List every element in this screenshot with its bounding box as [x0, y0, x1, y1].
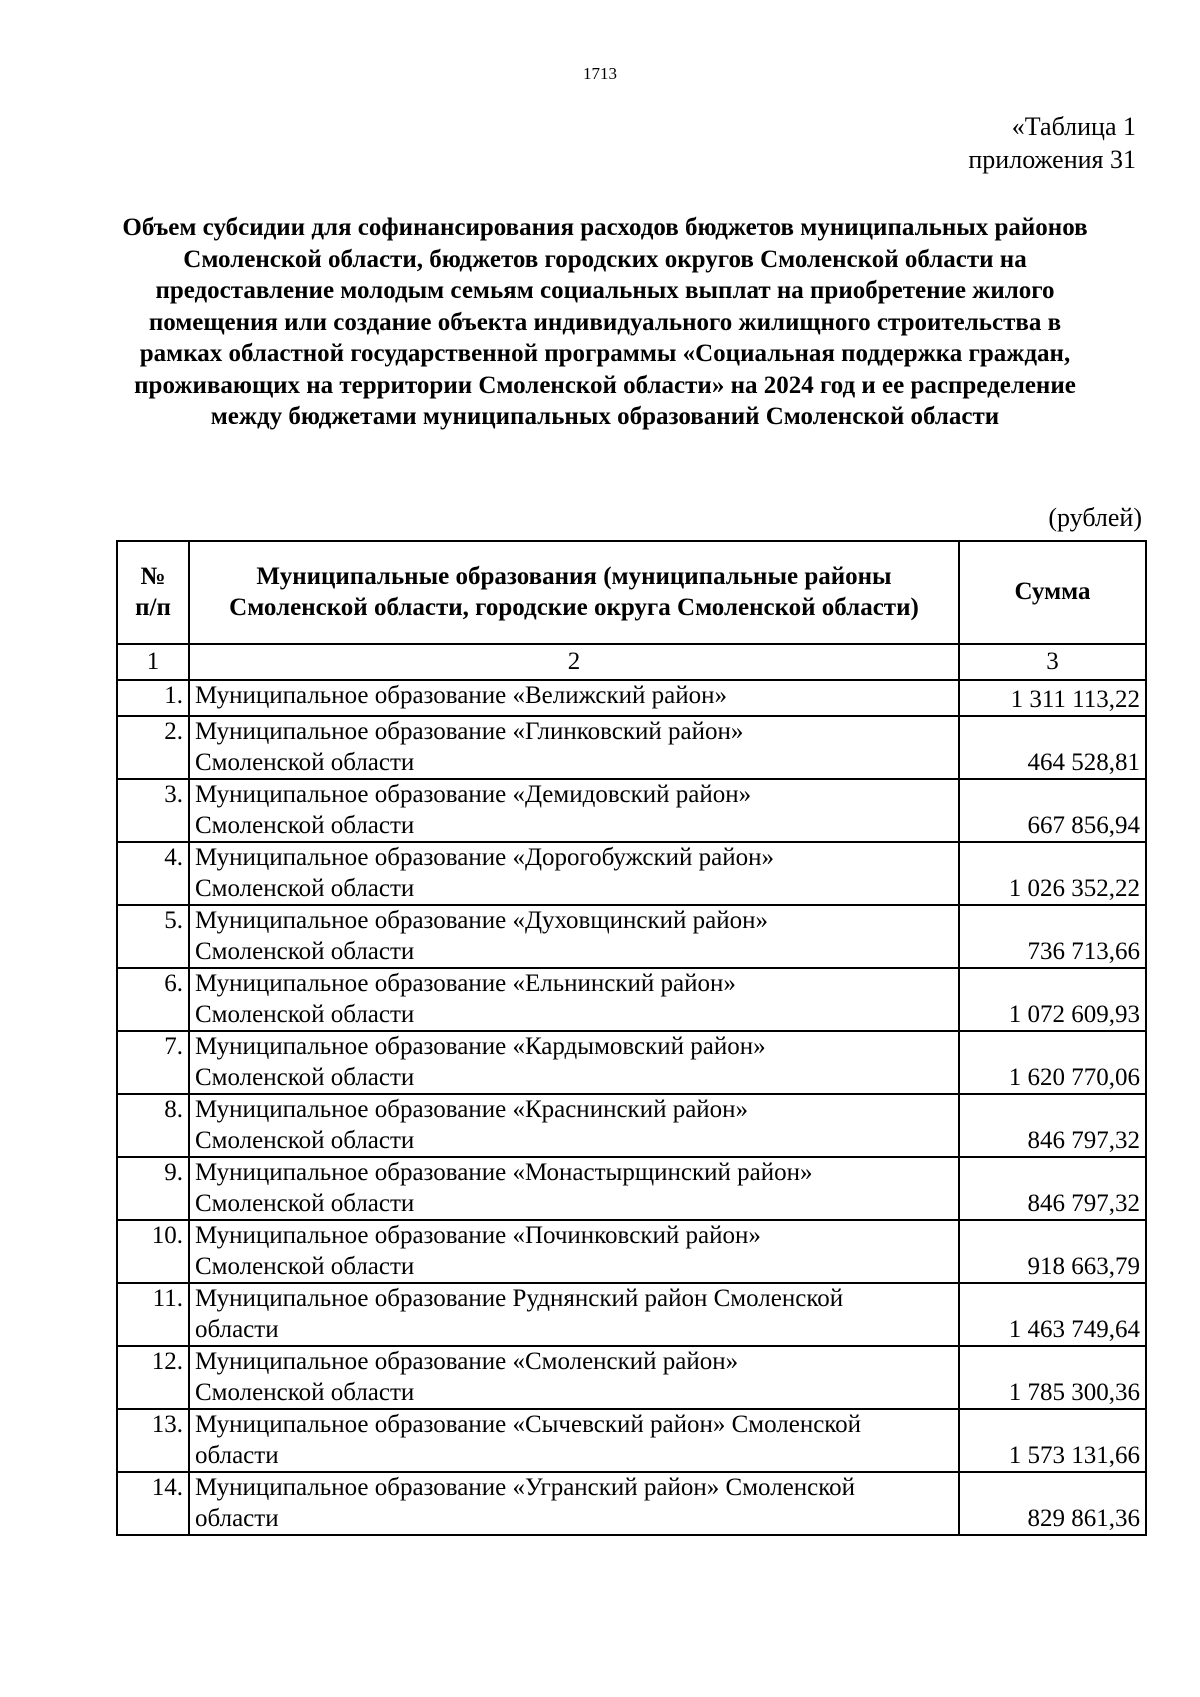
row-municipality-name	[189, 779, 959, 842]
table-row	[117, 1283, 1146, 1346]
header-num-line2: п/п	[135, 593, 171, 621]
row-sum: 1 785 300,36	[959, 1346, 1146, 1409]
row-sum: 464 528,81	[959, 716, 1146, 779]
row-municipality-name	[189, 1220, 959, 1283]
table-row	[117, 1346, 1146, 1409]
row-municipality-name	[189, 905, 959, 968]
header-name: Муниципальные образования (муниципальные районы Смоленской области, городские округа Смоленской области)	[189, 541, 959, 644]
table-row	[117, 842, 1146, 905]
row-name-line1: Муниципальное образование Руднянский район Смоленской	[195, 1285, 844, 1312]
subsidy-table	[116, 540, 1147, 1536]
table-header-row	[117, 541, 1146, 644]
table-row	[117, 968, 1146, 1031]
row-name-line2: Смоленской области	[195, 1189, 415, 1217]
header-num	[117, 541, 189, 644]
page-number: 1713	[583, 64, 617, 83]
row-municipality-name	[189, 1094, 959, 1157]
row-name-line2: Смоленской области	[195, 1378, 415, 1406]
row-municipality-name	[189, 1157, 959, 1220]
row-number: 5.	[117, 905, 189, 968]
table-body	[117, 680, 1146, 1535]
units-label: (рублей)	[1048, 503, 1142, 532]
row-number: 11.	[117, 1283, 189, 1346]
row-municipality-name	[189, 1409, 959, 1472]
row-municipality-name	[189, 680, 959, 716]
row-name-line2: Смоленской области	[195, 1126, 415, 1154]
table-caption	[968, 110, 1136, 176]
row-name-line2: области	[195, 1315, 279, 1343]
row-number: 8.	[117, 1094, 189, 1157]
column-number: 3	[959, 644, 1146, 680]
row-sum: 667 856,94	[959, 779, 1146, 842]
row-name-line2: области	[195, 1441, 279, 1469]
row-municipality-name	[189, 1346, 959, 1409]
row-name-line2: Смоленской области	[195, 811, 415, 839]
row-name-line2: Смоленской области	[195, 1000, 415, 1028]
row-name-line2: Смоленской области	[195, 937, 415, 965]
row-name-line2: Смоленской области	[195, 874, 415, 902]
row-name-line1: Муниципальное образование «Сычевский район» Смоленской	[195, 1411, 862, 1438]
row-sum: 736 713,66	[959, 905, 1146, 968]
row-name-line1: Муниципальное образование «Починковский район»	[195, 1222, 761, 1249]
header-sum: Сумма	[959, 541, 1146, 644]
row-sum: 846 797,32	[959, 1094, 1146, 1157]
table-row	[117, 1094, 1146, 1157]
row-number: 7.	[117, 1031, 189, 1094]
row-sum: 1 026 352,22	[959, 842, 1146, 905]
table-caption-line1: «Таблица 1	[1011, 112, 1136, 141]
row-number: 13.	[117, 1409, 189, 1472]
row-name-line2: Смоленской области	[195, 1252, 415, 1280]
row-number: 9.	[117, 1157, 189, 1220]
row-number: 6.	[117, 968, 189, 1031]
row-number: 1.	[117, 680, 189, 716]
row-municipality-name	[189, 968, 959, 1031]
table-row	[117, 1031, 1146, 1094]
column-number: 1	[117, 644, 189, 680]
table-row	[117, 680, 1146, 716]
table-row	[117, 1472, 1146, 1535]
row-name-line2: Смоленской области	[195, 748, 415, 776]
row-sum: 1 573 131,66	[959, 1409, 1146, 1472]
row-sum: 918 663,79	[959, 1220, 1146, 1283]
table-caption-line2: приложения 31	[968, 145, 1136, 174]
row-number: 4.	[117, 842, 189, 905]
row-number: 14.	[117, 1472, 189, 1535]
row-sum: 829 861,36	[959, 1472, 1146, 1535]
row-name-line1: Муниципальное образование «Велижский район»	[195, 682, 727, 709]
table-row	[117, 905, 1146, 968]
row-municipality-name	[189, 842, 959, 905]
row-sum: 846 797,32	[959, 1157, 1146, 1220]
row-name-line1: Муниципальное образование «Дорогобужский район»	[195, 844, 774, 871]
row-name-line1: Муниципальное образование «Ельнинский район»	[195, 970, 736, 997]
column-number: 2	[189, 644, 959, 680]
row-name-line1: Муниципальное образование «Демидовский район»	[195, 781, 752, 808]
row-number: 12.	[117, 1346, 189, 1409]
row-municipality-name	[189, 1472, 959, 1535]
table-row	[117, 1220, 1146, 1283]
row-municipality-name	[189, 1283, 959, 1346]
row-name-line1: Муниципальное образование «Угранский район» Смоленской	[195, 1474, 855, 1501]
table-row	[117, 779, 1146, 842]
document-title: Объем субсидии для софинансирования расходов бюджетов муниципальных районов Смоленской области, бюджетов городских округов Смоленской области на предоставление молодым семьям социальных выплат на приобретение жилого помещения или создание объекта индивидуального жилищного строительства в рамках областной государственной программы «Социальная поддержка граждан, проживающих на территории Смоленской области» на 2024 год и ее распределение между бюджетами муниципальных образований Смоленской области	[122, 214, 1088, 430]
row-name-line2: области	[195, 1504, 279, 1532]
row-number: 3.	[117, 779, 189, 842]
row-sum: 1 072 609,93	[959, 968, 1146, 1031]
row-municipality-name	[189, 1031, 959, 1094]
row-name-line1: Муниципальное образование «Смоленский район»	[195, 1348, 739, 1375]
header-num-line1: №	[140, 563, 166, 590]
table-row	[117, 716, 1146, 779]
row-name-line1: Муниципальное образование «Краснинский район»	[195, 1096, 749, 1123]
row-sum: 1 463 749,64	[959, 1283, 1146, 1346]
table-row	[117, 1157, 1146, 1220]
row-municipality-name	[189, 716, 959, 779]
row-name-line1: Муниципальное образование «Духовщинский район»	[195, 907, 768, 934]
row-number: 2.	[117, 716, 189, 779]
row-number: 10.	[117, 1220, 189, 1283]
row-name-line2: Смоленской области	[195, 1063, 415, 1091]
column-numbers-row	[117, 644, 1146, 680]
row-name-line1: Муниципальное образование «Кардымовский район»	[195, 1033, 766, 1060]
table-row	[117, 1409, 1146, 1472]
row-sum: 1 311 113,22	[959, 680, 1146, 716]
row-sum: 1 620 770,06	[959, 1031, 1146, 1094]
row-name-line1: Муниципальное образование «Глинковский район»	[195, 718, 744, 745]
row-name-line1: Муниципальное образование «Монастырщинский район»	[195, 1159, 813, 1186]
